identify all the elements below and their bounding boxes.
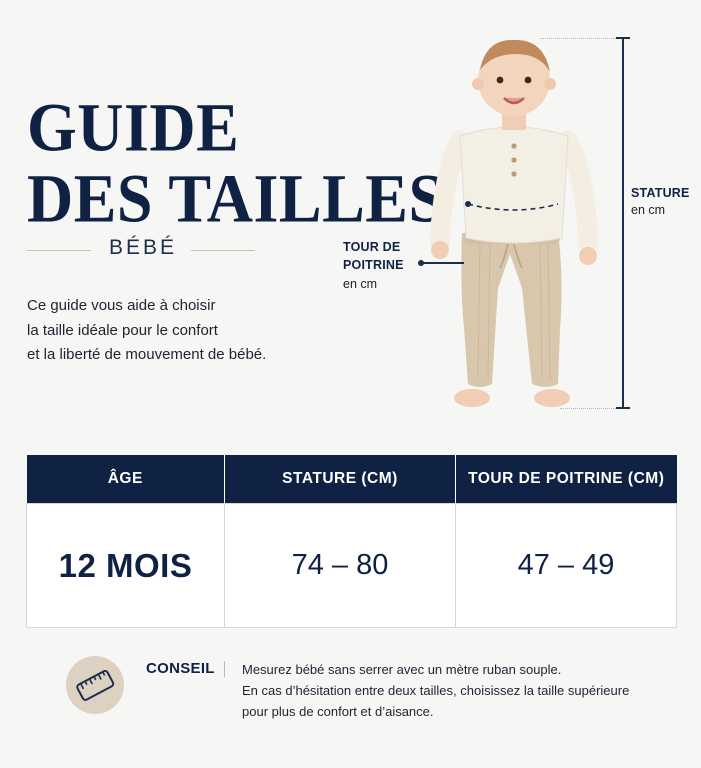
subtitle-divider-right — [191, 250, 255, 251]
intro-line-2: la taille idéale pour le confort — [27, 321, 218, 339]
title-line-2: DES TAILLES — [27, 160, 445, 237]
subtitle-row — [27, 236, 257, 264]
column-header-age: ÂGE — [27, 455, 225, 504]
intro-text — [27, 294, 327, 368]
intro-line-3: et la liberté de mouvement de bébé. — [27, 346, 267, 363]
table-row — [27, 504, 677, 628]
stature-guide-top — [540, 38, 622, 39]
chest-pointer-dot — [418, 260, 424, 266]
stature-guide-bottom — [560, 408, 622, 409]
stature-label-unit: en cm — [631, 203, 666, 217]
tip-text — [242, 659, 629, 722]
chest-label-line-1: TOUR DE — [343, 240, 401, 254]
subtitle: BÉBÉ — [108, 236, 178, 259]
stature-cap-bottom — [616, 407, 630, 409]
title-line-1: GUIDE — [27, 88, 240, 166]
baby-illustration — [420, 28, 610, 418]
tip-title: CONSEIL — [146, 660, 215, 677]
tip-line-3: pour plus de confort et d’aisance. — [242, 704, 434, 719]
stature-label-title: STATURE — [631, 186, 690, 200]
size-table — [26, 455, 677, 628]
chest-label — [343, 238, 404, 291]
tip-line-2: En cas d’hésitation entre deux tailles, choisissez la taille supérieure — [242, 683, 630, 698]
age-cell: 12 MOIS — [27, 504, 225, 628]
chest-label-unit: en cm — [343, 277, 378, 291]
stature-label — [631, 186, 690, 217]
table-header-row — [27, 455, 677, 504]
intro-line-1: Ce guide vous aide à choisir — [27, 297, 216, 314]
tip-line-1: Mesurez bébé sans serrer avec un mètre ruban souple. — [242, 662, 562, 677]
column-header-stature: STATURE (CM) — [225, 455, 456, 504]
chest-label-line-2: POITRINE — [343, 258, 404, 272]
chest-pointer-line — [420, 262, 464, 264]
page-title — [27, 88, 445, 237]
subtitle-divider-left — [27, 250, 91, 251]
tip-separator — [224, 661, 225, 677]
column-header-chest: TOUR DE POITRINE (CM) — [456, 455, 677, 504]
stature-cell: 74 – 80 — [225, 504, 456, 628]
chest-cell: 47 – 49 — [456, 504, 677, 628]
stature-rule — [622, 38, 624, 408]
measuring-tape-icon — [66, 656, 124, 714]
